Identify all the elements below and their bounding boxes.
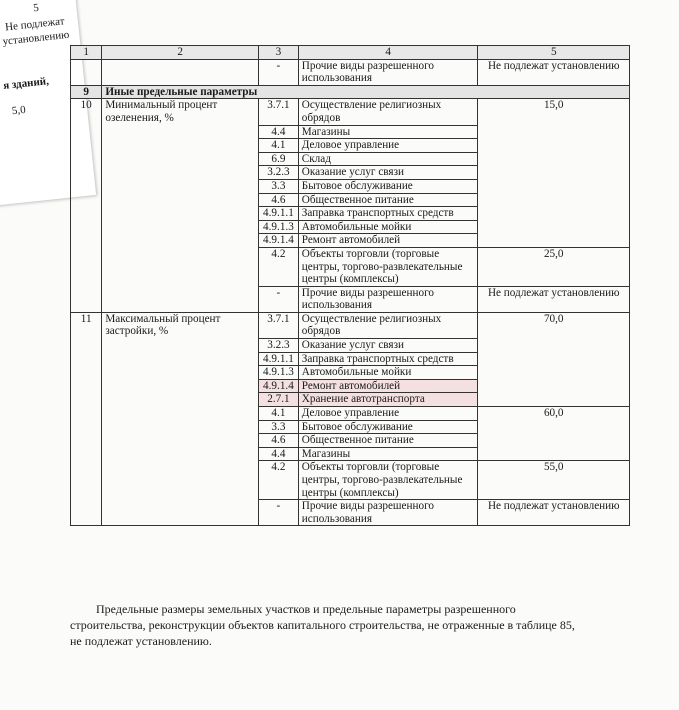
section-title: Иные предельные параметры [102, 85, 630, 99]
use-cell: Хранение автотранспорта [298, 393, 478, 407]
code-cell: 3.3 [259, 420, 299, 434]
use-cell: Заправка транспортных средств [298, 207, 478, 221]
code-cell: 4.9.1.1 [259, 352, 299, 366]
use-cell: Объекты торговли (торговые центры, торгово-развлекательные центры (комплексы) [298, 247, 478, 286]
header-cell: 2 [102, 46, 259, 60]
code-cell: 3.2.3 [259, 339, 299, 353]
header-cell: 4 [298, 46, 478, 60]
code-cell: 4.2 [259, 247, 299, 286]
code-cell: 2.7.1 [259, 393, 299, 407]
value-cell: 25,0 [478, 247, 630, 286]
use-cell: Прочие виды разрешенного использования [298, 59, 478, 85]
use-cell: Общественное питание [298, 193, 478, 207]
prev-value-line1: Не подлежат [4, 15, 66, 34]
code-cell: 4.2 [259, 461, 299, 500]
code-cell: 4.9.1.4 [259, 234, 299, 248]
use-cell: Автомобильные мойки [298, 220, 478, 234]
value-cell: 15,0 [478, 99, 630, 248]
code-cell: 4.4 [259, 447, 299, 461]
code-cell: 3.3 [259, 179, 299, 193]
prev-value-line2: установлению [2, 28, 70, 48]
use-cell: Общественное питание [298, 434, 478, 448]
footer-paragraph [70, 601, 636, 649]
value-cell: 70,0 [478, 312, 630, 406]
footer-line: Предельные размеры земельных участков и предельные параметры разрешенного [96, 602, 516, 616]
code-cell: 4.9.1.3 [259, 220, 299, 234]
value-cell: Не подлежат установлению [478, 59, 630, 85]
code-cell: 4.1 [259, 139, 299, 153]
use-cell: Оказание услуг связи [298, 339, 478, 353]
use-cell: Прочие виды разрешенного использования [298, 500, 478, 526]
value-cell: Не подлежат установлению [478, 286, 630, 312]
param-number: 10 [71, 99, 102, 313]
code-cell: 4.9.1.4 [259, 379, 299, 393]
header-cell: 5 [478, 46, 630, 60]
use-cell: Бытовое обслуживание [298, 179, 478, 193]
use-cell: Осуществление религиозных обрядов [298, 312, 478, 338]
section-number: 9 [71, 85, 102, 99]
code-cell: 4.1 [259, 407, 299, 421]
use-cell: Склад [298, 152, 478, 166]
footer-line: строительства, реконструкции объектов капитального строительства, не отраженные в таблице 85, [70, 618, 575, 632]
use-cell: Заправка транспортных средств [298, 352, 478, 366]
code-cell: - [259, 59, 299, 85]
use-cell: Автомобильные мойки [298, 366, 478, 380]
prev-value: 5,0 [11, 103, 27, 118]
header-cell: 1 [71, 46, 102, 60]
use-cell: Оказание услуг связи [298, 166, 478, 180]
code-cell: 3.7.1 [259, 312, 299, 338]
use-cell: Прочие виды разрешенного использования [298, 286, 478, 312]
use-cell: Магазины [298, 447, 478, 461]
use-cell: Деловое управление [298, 407, 478, 421]
table-header-row [71, 46, 630, 60]
code-cell: 4.6 [259, 434, 299, 448]
code-cell: 3.2.3 [259, 166, 299, 180]
code-cell: 4.6 [259, 193, 299, 207]
code-cell: 4.9.1.3 [259, 366, 299, 380]
value-cell: Не подлежат установлению [478, 500, 630, 526]
use-cell: Ремонт автомобилей [298, 234, 478, 248]
value-cell: 55,0 [478, 461, 630, 500]
use-cell: Бытовое обслуживание [298, 420, 478, 434]
param-number: 11 [71, 312, 102, 526]
use-cell: Деловое управление [298, 139, 478, 153]
use-cell: Ремонт автомобилей [298, 379, 478, 393]
value-cell: 60,0 [478, 407, 630, 461]
param-name: Минимальный процент озеленения, % [102, 99, 259, 313]
header-cell: 3 [259, 46, 299, 60]
code-cell: 6.9 [259, 152, 299, 166]
param-name: Максимальный процент застройки, % [102, 312, 259, 526]
parameters-table [70, 45, 630, 526]
code-cell: - [259, 500, 299, 526]
prev-row-label: я зданий, [2, 75, 50, 92]
code-cell: 4.9.1.1 [259, 207, 299, 221]
footer-line: не подлежат установлению. [70, 634, 212, 648]
use-cell: Магазины [298, 125, 478, 139]
code-cell: 3.7.1 [259, 99, 299, 125]
use-cell: Осуществление религиозных обрядов [298, 99, 478, 125]
table-row [71, 99, 630, 125]
use-cell: Объекты торговли (торговые центры, торгово-развлекательные центры (комплексы) [298, 461, 478, 500]
prev-col-number: 5 [32, 1, 40, 15]
code-cell: 4.4 [259, 125, 299, 139]
table-row [71, 59, 630, 85]
code-cell: - [259, 286, 299, 312]
section-row [71, 85, 630, 99]
table-row [71, 312, 630, 338]
